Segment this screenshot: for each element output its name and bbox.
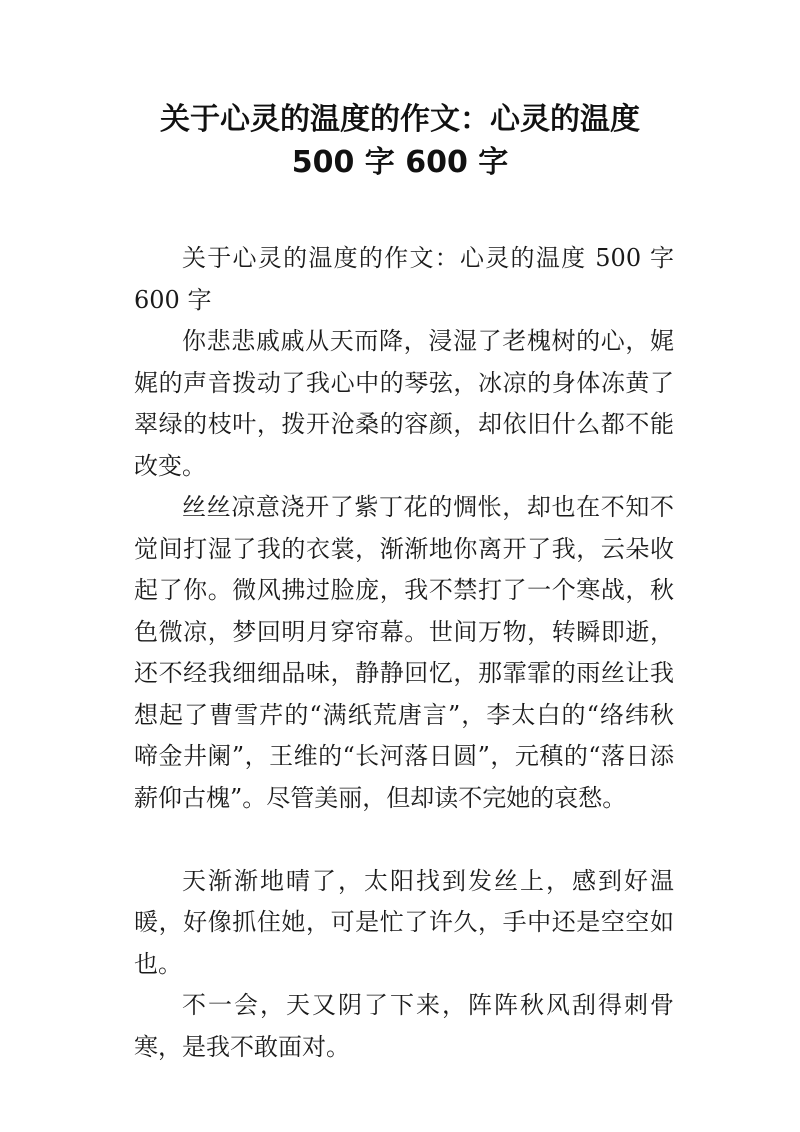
body-paragraph-intro: 关于心灵的温度的作文：心灵的温度 500 字 600 字	[134, 244, 674, 314]
document-title-line-1: 关于心灵的温度的作文：心灵的温度	[160, 102, 640, 137]
body-paragraph-2: 丝丝凉意浇开了紫丁花的惆怅，却也在不知不觉间打湿了我的衣裳，渐渐地你离开了我，云朵收起了你。微风拂过脸庞，我不禁打了一个寒战，秋色微凉，梦回明月穿帘幕。世间万物，转瞬即逝，还不经我细细品味，静静回忆，那霏霏的雨丝让我想起了曹雪芹的“满纸荒唐言”，李太白的“络纬秋啼金井阑”，王维的“长河落日圆”，元稹的“落日添薪仰古槐”。尽管美丽，但却读不完她的哀愁。	[134, 493, 674, 812]
body-paragraph-3: 天渐渐地晴了，太阳找到发丝上，感到好温暖，好像抓住她，可是忙了许久，手中还是空空如也。	[134, 866, 674, 978]
body-paragraph-4: 不一会，天又阴了下来，阵阵秋风刮得刺骨寒，是我不敢面对。	[134, 991, 674, 1061]
body-paragraph-1: 你悲悲戚戚从天而降，浸湿了老槐树的心，娓娓的声音拨动了我心中的琴弦，冰凉的身体冻黄了翠绿的枝叶，拨开沧桑的容颜，却依旧什么都不能改变。	[134, 327, 674, 480]
document-body	[134, 238, 674, 1068]
document-title-line-2: 500 字 600 字	[291, 145, 509, 180]
